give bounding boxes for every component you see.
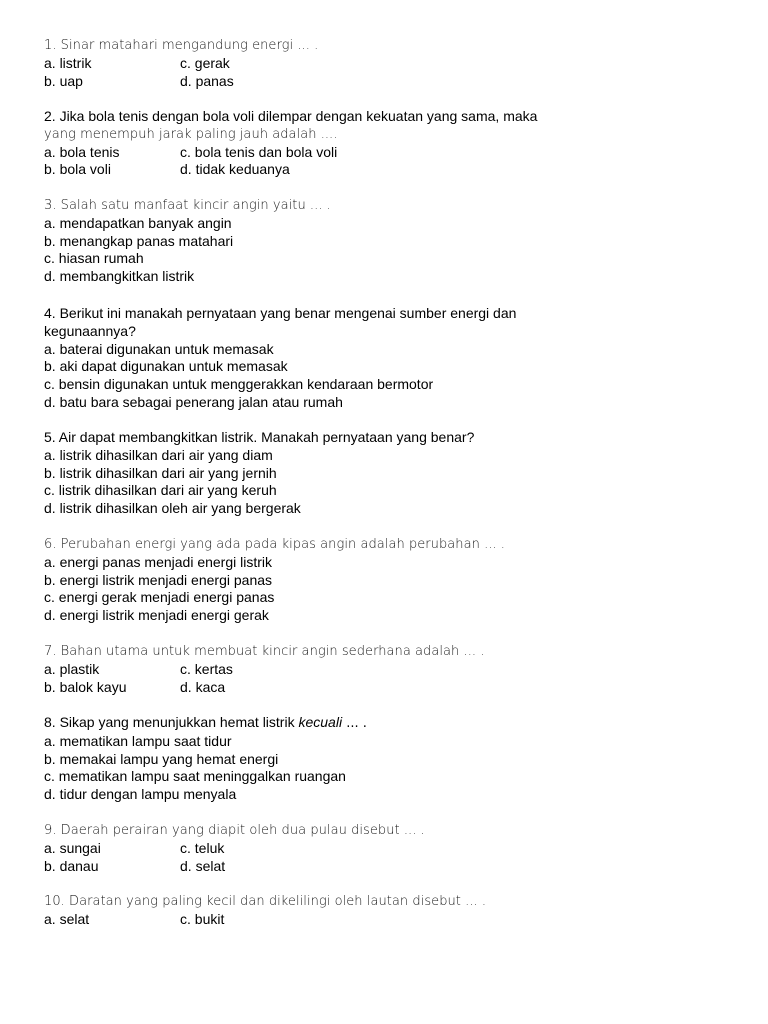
option-a: a. mendapatkan banyak angin [44,214,232,231]
option-c: c. energi gerak menjadi energi panas [44,589,275,606]
question-9 [44,822,744,875]
answer-options [44,733,744,804]
option-c: c. listrik dihasilkan dari air yang keruh [44,482,277,499]
option-b: b. danau [44,857,99,874]
option-b: b. bola voli [44,161,111,178]
option-c: c. teluk [180,839,225,856]
option-b: b. memakai lampu yang hemat energi [44,750,279,767]
question-3 [44,197,744,286]
question-5 [44,429,744,518]
question-stem-ellipsis: ... . [342,716,367,731]
question-4 [44,305,744,412]
question-stem: 5. Air dapat membangkitkan listrik. Manakah pernyataan yang benar? [44,429,475,445]
option-c: c. mematikan lampu saat meninggalkan ruangan [44,768,346,785]
option-a: a. plastik [44,660,100,677]
option-d: d. membangkitkan listrik [44,268,195,285]
answer-options [44,144,744,180]
option-d: d. selat [180,857,226,874]
option-c: c. gerak [180,54,230,71]
option-d: d. tidak keduanya [180,161,290,178]
option-d: d. tidur dengan lampu menyala [44,786,237,803]
question-stem: 1. Sinar matahari mengandung energi ... . [44,38,319,53]
question-stem: 3. Salah satu manfaat kincir angin yaitu ... . [44,198,331,213]
question-stem: 7. Bahan utama untuk membuat kincir angin sederhana adalah ... . [44,644,485,659]
answer-options [44,911,744,929]
option-b: b. balok kayu [44,678,127,695]
question-stem: 6. Perubahan energi yang ada pada kipas angin adalah perubahan ... . [44,537,505,552]
option-c: c. bukit [180,910,225,927]
option-c: c. bensin digunakan untuk menggerakkan kendaraan bermotor [44,376,434,393]
answer-options [44,554,744,625]
question-stem: 2. Jika bola tenis dengan bola voli dilempar dengan kekuatan yang sama, maka [44,108,538,124]
question-10 [44,893,744,929]
question-stem-continued: kegunaannya? [44,322,136,339]
question-stem [44,714,744,733]
option-c: c. hiasan rumah [44,250,144,267]
question-stem-emphasis: kecuali [298,714,343,730]
option-d: d. energi listrik menjadi energi gerak [44,607,269,624]
option-b: b. listrik dihasilkan dari air yang jernih [44,464,277,481]
question-stem: 4. Berikut ini manakah pernyataan yang benar mengenai sumber energi dan [44,305,517,321]
option-a: a. selat [44,910,90,927]
option-b: b. uap [44,72,83,89]
option-b: b. menangkap panas matahari [44,232,234,249]
question-stem: 10. Daratan yang paling kecil dan dikelilingi oleh lautan disebut ... . [44,894,487,909]
question-2 [44,108,744,179]
option-a: a. listrik [44,54,92,71]
question-8 [44,714,744,804]
option-b: b. aki dapat digunakan untuk memasak [44,358,288,375]
option-d: d. batu bara sebagai penerang jalan atau rumah [44,393,343,410]
answer-options [44,341,744,412]
option-a: a. mematikan lampu saat tidur [44,732,232,749]
question-7 [44,643,744,696]
option-a: a. baterai digunakan untuk memasak [44,340,274,357]
option-c: c. bola tenis dan bola voli [180,143,338,160]
answer-options [44,661,744,697]
answer-options [44,55,744,91]
question-1 [44,37,744,90]
question-stem-continued: yang menempuh jarak paling jauh adalah .... [44,126,338,142]
question-6 [44,536,744,625]
question-stem-text: 8. Sikap yang menunjukkan hemat listrik [44,714,299,730]
option-d: d. kaca [180,678,226,695]
option-a: a. bola tenis [44,143,120,160]
option-c: c. kertas [180,660,233,677]
option-d: d. listrik dihasilkan oleh air yang bergerak [44,500,301,517]
question-stem: 9. Daerah perairan yang diapit oleh dua pulau disebut ... . [44,823,425,838]
option-a: a. sungai [44,839,101,856]
answer-options [44,215,744,286]
option-a: a. energi panas menjadi energi listrik [44,553,273,570]
answer-options [44,447,744,518]
option-b: b. energi listrik menjadi energi panas [44,571,273,588]
option-a: a. listrik dihasilkan dari air yang diam [44,446,273,463]
answer-options [44,840,744,876]
option-d: d. panas [180,72,234,89]
